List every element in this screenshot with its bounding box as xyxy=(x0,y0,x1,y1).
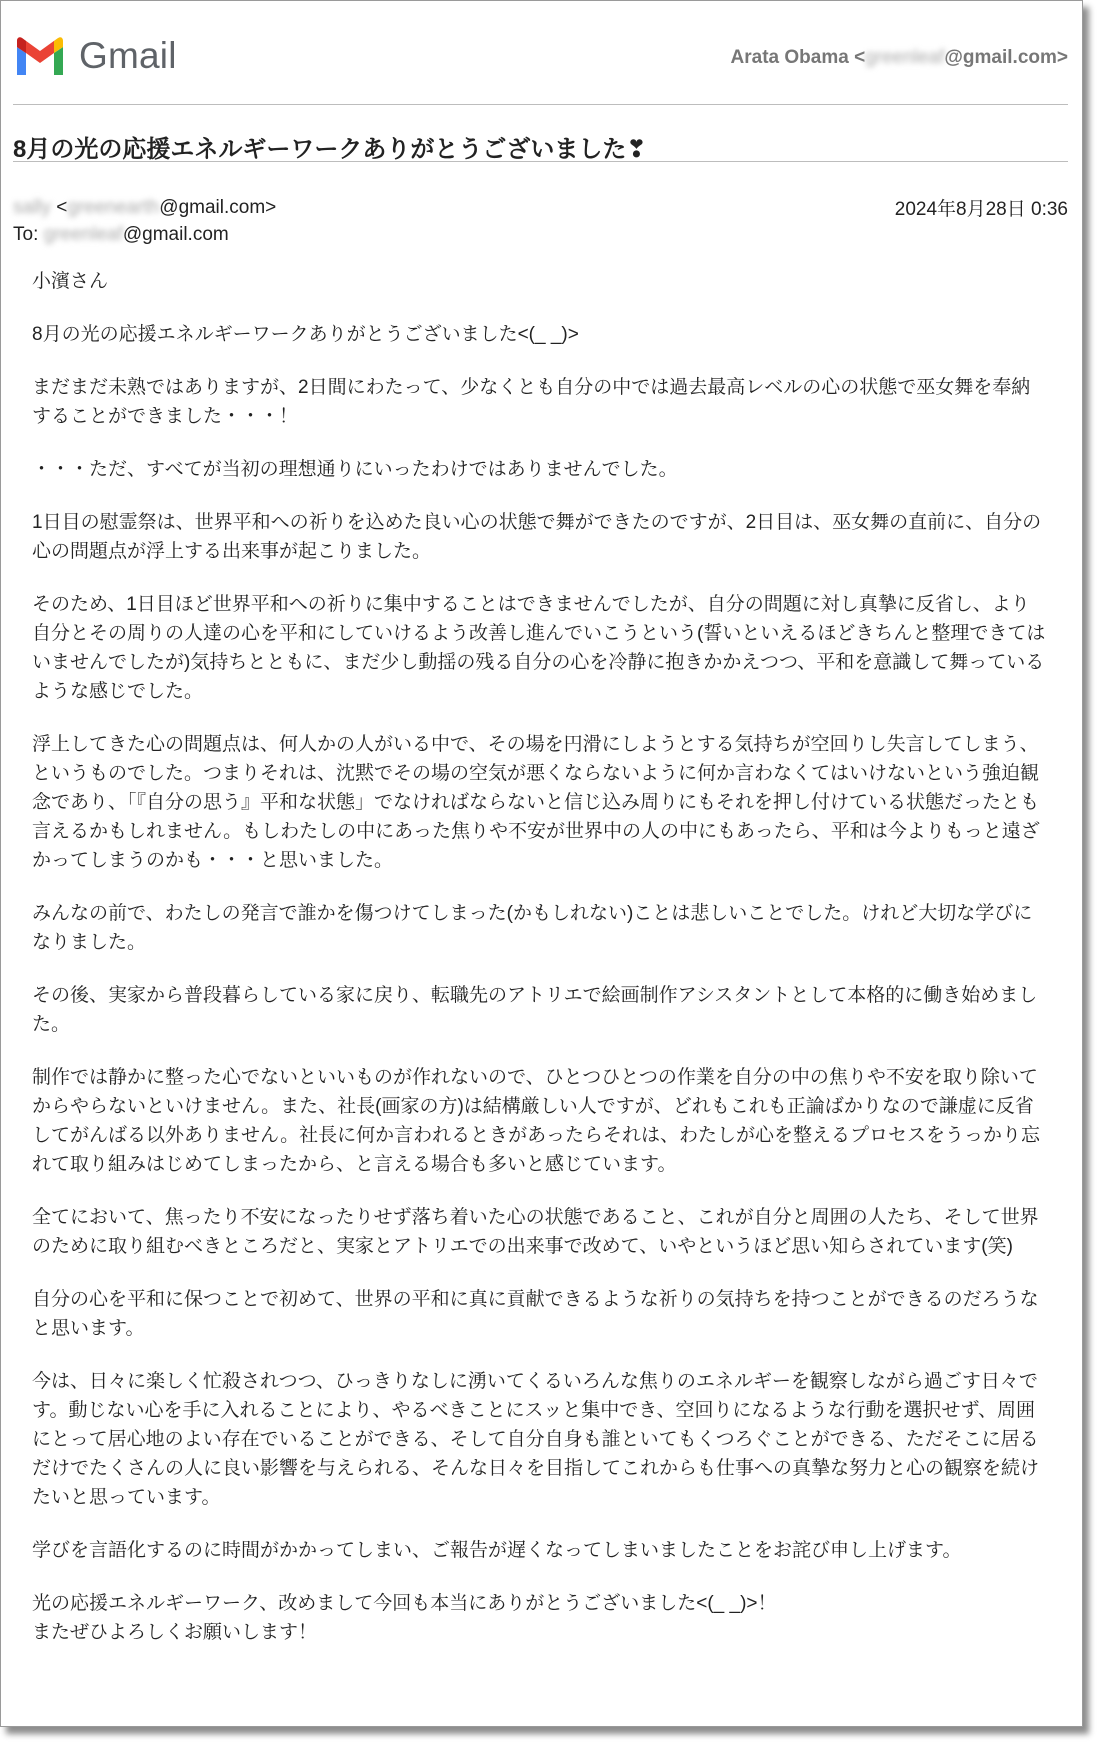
body-paragraph: 1日目の慰霊祭は、世界平和への祈りを込めた良い心の状態で舞ができたのですが、2日目は、巫女舞の直前に、自分の心の問題点が浮上する出来事が起こりました。 xyxy=(32,512,1042,562)
body-paragraph: 全てにおいて、焦ったり不安になったりせず落ち着いた心の状態であること、これが自分と周囲の人たち、そして世界のために取り組むべきところだと、実家とアトリエでの出来事で改めて、いやというほど思い知らされています(笑) xyxy=(32,1207,1039,1257)
body-paragraph: 今は、日々に楽しく忙殺されつつ、ひっきりなしに湧いてくるいろんな焦りのエネルギーを観察しながら過ごす日々です。動じない心を手に入れることにより、やるべきことにスッと集中でき、空回りになるような行動を選択せず、周囲にとって居心地のよい存在でいることができる、そして自分自身も誰といてもくつろぐことができる、ただそこに居るだけでたくさんの人に良い影響を与えられる、そんな日々を目指してこれからも仕事への真摯な努力と心の観察を続けたいと思っています。 xyxy=(32,1371,1040,1508)
recipient-line xyxy=(13,221,1068,248)
email-subject: 8月の光の応援エネルギーワークありがとうございました❣ xyxy=(13,136,647,163)
to-label: To: xyxy=(13,224,44,245)
body-paragraph: その後、実家から普段暮らしている家に戻り、転職先のアトリエで絵画制作アシスタントとして本格的に働き始めました。 xyxy=(32,985,1038,1035)
header-divider xyxy=(13,104,1068,105)
account-email-domain: @gmail.com> xyxy=(944,47,1068,68)
gmail-header xyxy=(13,31,1068,87)
recipient-email-redacted: greenleaf xyxy=(43,224,123,245)
body-paragraph: 小濱さん xyxy=(32,271,109,292)
body-paragraph: みんなの前で、わたしの発言で誰かを傷つけてしまった(かもしれない)ことは悲しいことでした。けれど大切な学びになりました。 xyxy=(32,903,1033,953)
closing-paragraph xyxy=(32,1589,1047,1647)
sender-line: sally <greenearth@gmail.com> xyxy=(13,194,1068,221)
body-paragraph: 8月の光の応援エネルギーワークありがとうございました<(_ _)> xyxy=(32,324,579,345)
body-paragraph: ・・・ただ、すべてが当初の理想通りにいったわけではありませんでした。 xyxy=(32,459,678,480)
account-identity: Arata Obama <greenleaf@gmail.com> xyxy=(730,47,1068,68)
sender-email-redacted: greenearth xyxy=(67,197,160,218)
sender-email-domain: @gmail.com> xyxy=(159,197,277,218)
body-paragraph: 浮上してきた心の問題点は、何人かの人がいる中で、その場を円滑にしようとする気持ちが空回りし失言してしまう、というものでした。つまりそれは、沈黙でその場の空気が悪くならないように何か言わなくてはいけないという強迫観念であり、「『自分の思う』平和な状態」でなければならないと信じ込み周りにもそれを押し付けている状態だったとも言えるかもしれません。もしわたしの中にあった焦りや不安が世界中の人の中にもあったら、平和は今よりもっと遠ざかってしまうのかも・・・と思いました。 xyxy=(32,734,1040,871)
sender-name-redacted: sally xyxy=(13,197,52,218)
gmail-logo[interactable] xyxy=(13,35,177,77)
account-name: Arata Obama xyxy=(730,47,849,68)
email-body xyxy=(32,267,1047,1647)
body-paragraph: そのため、1日目ほど世界平和への祈りに集中することはできませんでしたが、自分の問題に対し真摯に反省し、より自分とその周りの人達の心を平和にしていけるよう改善し進んでいこうという(誓いといえるほどきちんと整理できてはいませんでしたが)気持ちとともに、まだ少し動揺の残る自分の心を冷静に抱きかかえつつ、平和を意識して舞っているような感じでした。 xyxy=(32,594,1046,702)
gmail-m-icon xyxy=(13,35,67,77)
message-date: 2024年8月28日 0:36 xyxy=(894,199,1068,220)
gmail-wordmark: Gmail xyxy=(79,35,177,76)
message-header xyxy=(13,194,1068,248)
body-paragraph: 制作では静かに整った心でないといいものが作れないので、ひとつひとつの作業を自分の中の焦りや不安を取り除いてからやらないといけません。また、社長(画家の方)は結構厳しい人ですが、どれもこれも正論ばかりなので謙虚に反省してがんばる以外ありません。社長に何か言われるときがあったらそれは、わたしが心を整えるプロセスをうっかり忘れて取り組みはじめてしまったから、と言える場合も多いと感じています。 xyxy=(32,1067,1040,1175)
recipient-email-domain: @gmail.com xyxy=(122,224,229,245)
subject-divider xyxy=(13,161,1068,162)
body-paragraph: まだまだ未熟ではありますが、2日間にわたって、少なくとも自分の中では過去最高レベルの心の状態で巫女舞を奉納することができました・・・！ xyxy=(32,377,1031,427)
closing-line: 光の応援エネルギーワーク、改めまして今回も本当にありがとうございました<(_ _)>！ xyxy=(32,1593,777,1614)
account-email-redacted: greenleaf xyxy=(865,47,945,68)
body-paragraph: 自分の心を平和に保つことで初めて、世界の平和に真に貢献できるような祈りの気持ちを持つことができるのだろうなと思います。 xyxy=(32,1289,1039,1339)
body-paragraph: 学びを言語化するのに時間がかかってしまい、ご報告が遅くなってしまいましたことをお詫び申し上げます。 xyxy=(32,1540,962,1561)
closing-line: またぜひよろしくお願いします！ xyxy=(32,1622,318,1643)
